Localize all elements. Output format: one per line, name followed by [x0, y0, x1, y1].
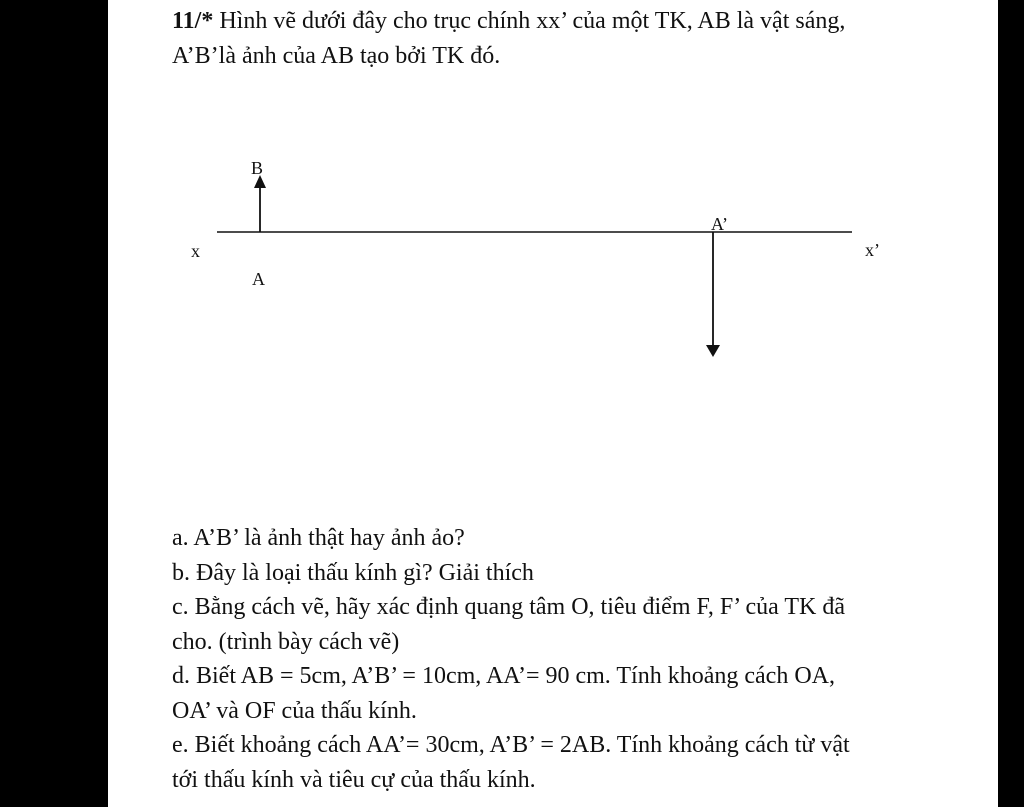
document-page [108, 0, 998, 807]
label-x: x [191, 241, 200, 261]
statement-text-1: Hình vẽ dưới đây cho trục chính xx’ của một TK, AB là vật sáng, [213, 8, 846, 34]
label-b: B [251, 158, 264, 178]
question-d-line-2: OA’ và OF của thấu kính. [172, 697, 417, 724]
question-e-line-1: e. Biết khoảng cách AA’= 30cm, A’B’ = 2AB. Tính khoảng cách từ vật [172, 732, 850, 758]
label-x-prime: x’ [865, 240, 880, 260]
question-d-line-1: d. Biết AB = 5cm, A’B’ = 10cm, AA’= 90 cm. Tính khoảng cách OA, [172, 663, 835, 689]
question-b: b. Đây là loại thấu kính gì? Giải thích [172, 559, 534, 586]
question-e-line-2: tới thấu kính và tiêu cự của thấu kính. [172, 766, 536, 793]
problem-number: 11/* [172, 8, 214, 34]
question-list [172, 521, 952, 797]
label-a: A [252, 269, 265, 289]
question-c-line-1: c. Bằng cách vẽ, hãy xác định quang tâm O, tiêu điểm F, F’ của TK đã [172, 594, 845, 620]
label-a-prime: A’ [711, 214, 728, 234]
statement-line-2: A’B’là ảnh của AB tạo bởi TK đó. [172, 43, 501, 69]
image-arrow-head [706, 345, 720, 357]
question-a: a. A’B’ là ảnh thật hay ảnh ảo? [172, 525, 465, 551]
lens-diagram [108, 0, 998, 500]
question-c-line-2: cho. (trình bày cách vẽ) [172, 628, 400, 655]
